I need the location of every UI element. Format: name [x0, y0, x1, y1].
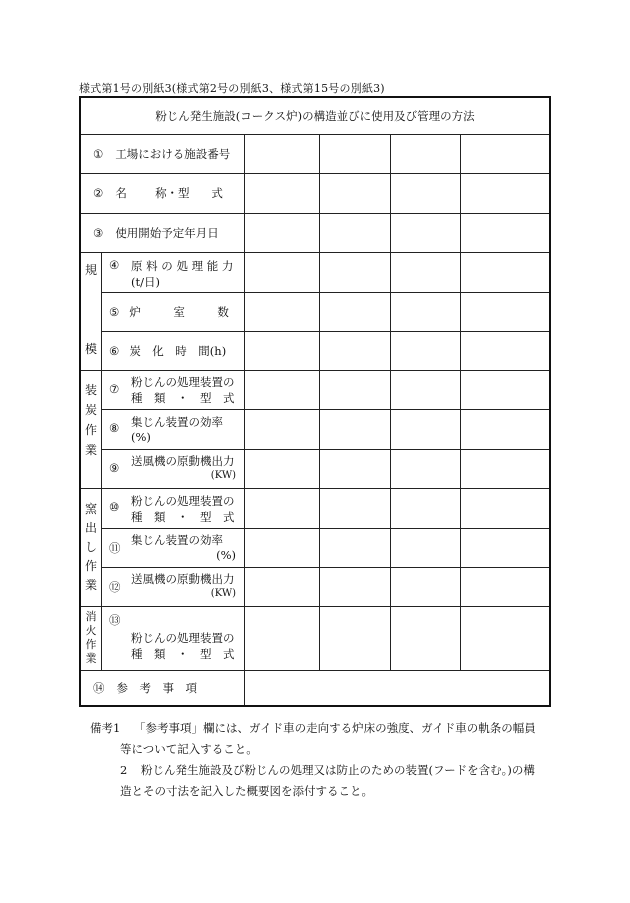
group-char: 作: [85, 638, 97, 651]
row-number: ②: [93, 186, 104, 200]
row-label-line2: (KW): [210, 588, 236, 599]
facility-form-table: [79, 96, 551, 707]
row-number: ④: [109, 258, 120, 272]
row-number: ⑭: [93, 680, 105, 695]
group-char: 窯: [84, 502, 97, 516]
group-char: 消: [85, 610, 97, 623]
row-label-line2: (KW): [210, 470, 236, 481]
row-label-line1: 粉じんの処理装置の: [131, 631, 235, 645]
group-label-discharge-work: [81, 500, 101, 595]
row-quench-dust-device-label: [101, 606, 244, 670]
note-2-prefix: 2: [120, 763, 128, 777]
row-fan-motor-output-label: [101, 567, 244, 606]
row-dust-device-type-label: [101, 370, 244, 409]
value-column-divider-3: [460, 134, 461, 670]
row-number: ⑩: [109, 500, 120, 514]
group-char: 出: [84, 521, 97, 535]
group-label-scale-bottom: 模: [84, 342, 97, 356]
row-label-line1: 送風機の原動機出力: [131, 572, 235, 586]
row-number: ⑤: [109, 304, 120, 319]
group-char: 作: [84, 423, 97, 437]
row-label: 炭 化 時 間(h): [129, 343, 227, 358]
value-column-divider-1: [319, 134, 320, 670]
row-label-line1: 集じん装置の効率: [131, 415, 223, 429]
group-char: 作: [84, 559, 97, 573]
group-char: 業: [84, 443, 97, 457]
row-label-part: 式: [211, 186, 223, 200]
group-label-charging-work: [81, 380, 101, 460]
note-2-text: 粉じん発生施設及び粉じんの処理又は防止のための装置(フードを含む。)の構: [140, 763, 535, 777]
note-2-line-1: [90, 760, 560, 781]
note-1-line-2: 等について記入すること。: [120, 742, 258, 756]
row-label-part: 名: [115, 186, 127, 200]
group-label-scale-top: 規: [84, 263, 97, 277]
group-char: 業: [85, 652, 97, 665]
row-label-line1: 集じん装置の効率: [131, 533, 223, 547]
note-1-text: 「参考事項」欄には、ガイド車の走向する炉床の強度、ガイド車の軌条の幅員: [133, 721, 536, 735]
row-label-part: 炉: [129, 304, 141, 319]
row-processing-capacity-label: [101, 252, 244, 292]
form-title: 粉じん発生施設(コークス炉)の構造並びに使用及び管理の方法: [155, 109, 475, 123]
row-label-line1: 原 料 の 処 理 能 力: [131, 259, 234, 273]
row-number: ⑪: [109, 541, 121, 555]
row-number: ⑨: [109, 461, 120, 475]
note-1-line-1: [90, 718, 560, 739]
row-label-part: 室: [173, 304, 185, 319]
row-collector-efficiency-label: [101, 409, 244, 449]
value-column-divider-2: [390, 134, 391, 670]
row-number: ①: [93, 146, 104, 161]
note-1-prefix: 備考1: [90, 721, 121, 735]
row-label-part: 数: [217, 304, 229, 319]
row-number: ⑦: [109, 382, 120, 396]
row-label-line2: 種 類 ・ 型 式: [131, 647, 235, 661]
row-label-line1: 粉じんの処理装置の: [131, 375, 235, 389]
group-char: 炭: [84, 403, 97, 417]
group-label-quenching-work: [81, 610, 101, 666]
row-fan-motor-output-label: [101, 449, 244, 488]
row-remarks-label: [81, 670, 244, 705]
row-name-type-label: [81, 173, 244, 213]
group-char: 火: [85, 624, 97, 637]
row-label-line2: 種 類 ・ 型 式: [131, 510, 235, 524]
form-notes: [90, 718, 560, 802]
row-facility-number-label: [81, 134, 244, 173]
label-column-divider: [244, 134, 245, 705]
row-label-line2: (t/日): [131, 275, 160, 289]
row-start-date-label: [81, 213, 244, 252]
row-number: ⑥: [109, 343, 120, 358]
group-char: し: [84, 540, 97, 554]
row-label-line1: 送風機の原動機出力: [131, 454, 235, 468]
row-furnace-count-label: [101, 292, 244, 331]
row-label-line1: 粉じんの処理装置の: [131, 494, 235, 508]
row-number: ⑧: [109, 421, 120, 435]
row-carbonization-time-label: [101, 331, 244, 370]
row-label-line2: (%): [131, 430, 151, 444]
group-char: 業: [84, 578, 97, 592]
row-collector-efficiency-label: [101, 528, 244, 567]
row-label-line2: 種 類 ・ 型 式: [131, 391, 235, 405]
row-label-line2: (%): [216, 548, 236, 562]
row-label-part: 称・型: [155, 186, 190, 200]
row-number: ③: [93, 225, 104, 240]
row-label: 参 考 事 項: [116, 680, 197, 695]
form-reference-header: 様式第1号の別紙3(様式第2号の別紙3、様式第15号の別紙3): [79, 82, 385, 95]
row-number: ⑫: [109, 580, 121, 594]
note-2-line-2: 造とその寸法を記入した概要図を添付すること。: [120, 784, 373, 798]
group-char: 装: [84, 383, 97, 397]
row-label: 工場における施設番号: [115, 146, 231, 161]
row-number: ⑬: [109, 613, 121, 627]
row-dust-device-type-label: [101, 488, 244, 528]
row-label: 使用開始予定年月日: [115, 225, 219, 240]
